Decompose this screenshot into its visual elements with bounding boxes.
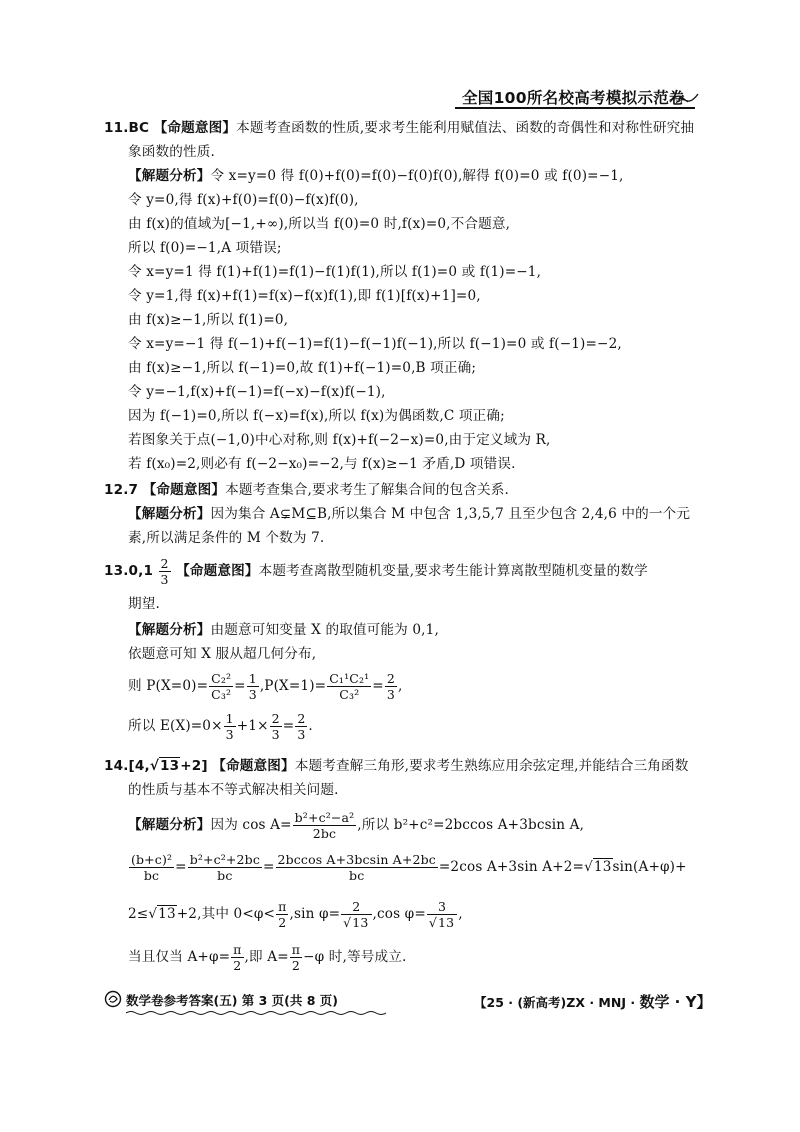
q14-tail-sqrt: √13	[584, 859, 612, 875]
q14-when-mid: ,即 A=	[244, 949, 289, 965]
q11-analysis-line-1	[128, 167, 624, 185]
q11-analysis-line-8: 令 x=y=−1 得 f(−1)+f(−1)=f(1)−f(−1)f(−1),所以 f(−1)=0 或 f(−1)=−2,	[128, 336, 622, 352]
q11-analysis-line-13: 若 f(x₀)=2,则必有 f(−2−x₀)=−2,与 f(x)≥−1 矛盾,D 项错误.	[128, 456, 516, 472]
q13-p0-equals: =	[234, 678, 246, 694]
q12-analysis-text-1: 因为集合 A⊊M⊆B,所以集合 M 中包含 1,3,5,7 且至少包含 2,4,6 中的一个元	[210, 506, 691, 522]
q13-p1-label: ,P(X=1)=	[259, 678, 327, 694]
q14-analysis-line-4	[128, 942, 406, 973]
q13-p0-label: 则 P(X=0)=	[128, 678, 209, 694]
q12-intent-line	[104, 481, 509, 499]
q11-analysis-line-4: 所以 f(0)=−1,A 项错误;	[128, 240, 282, 256]
q13-p0-combination: $\frac{\text{C₂²}}{\text{C₃²}}$	[211, 671, 232, 702]
q14-when-frac-b: $\frac{\pi}{2}$	[291, 942, 301, 973]
publisher-logo-icon	[104, 990, 122, 1008]
footer-page-text: 数学卷参考答案(五) 第 3 页(共 8 页)	[126, 993, 339, 1008]
q14-when-frac-a: $\frac{\pi}{2}$	[233, 942, 242, 973]
q14-cos-fraction: $\frac{\text{b²+c²−a²}}{2bc}$	[294, 810, 355, 841]
q14-eq-2: =	[262, 859, 275, 875]
q12-analysis-line-1	[128, 505, 690, 523]
q13-expectation-line	[128, 711, 313, 742]
q13-intent-tag: 【命题意图】	[176, 563, 259, 579]
q14-eq-1: =	[175, 859, 187, 875]
footer-code	[474, 991, 711, 1012]
q11-analysis-text-1: 令 x=y=0 得 f(0)+f(0)=f(0)−f(0)f(0),解得 f(0)=0 或 f(0)=−1,	[210, 168, 624, 184]
q12-intent-tag: 【命题意图】	[142, 482, 226, 498]
q12-analysis-line-2: 素,所以满足条件的 M 个数为 7.	[128, 530, 325, 546]
footer-code-b: 数学 · Y】	[639, 993, 712, 1011]
q11-analysis-line-2: 令 y=0,得 f(x)+f(0)=f(0)−f(x)f(0),	[128, 192, 359, 208]
q14-cos-post: ,所以 b²+c²=2bccos A+3bcsin A,	[357, 817, 585, 833]
q11-intent-line	[104, 119, 694, 137]
header-title: 全国100所名校高考模拟示范卷	[462, 89, 685, 107]
q11-analysis-line-11: 因为 f(−1)=0,所以 f(−x)=f(x),所以 f(x)为偶函数,C 项正确;	[128, 408, 505, 424]
q13-p1-equals: =	[372, 678, 384, 694]
q11-analysis-tag: 【解题分析】	[128, 168, 211, 184]
q11-analysis-line-3: 由 f(x)的值域为[−1,+∞),所以当 f(0)=0 时,f(x)=0,不合题意,	[128, 216, 511, 232]
q12-analysis-tag: 【解题分析】	[128, 506, 211, 522]
q14-analysis-tag: 【解题分析】	[128, 817, 211, 833]
q11-analysis-line-9: 由 f(x)≥−1,所以 f(−1)=0,故 f(1)+f(−1)=0,B 项正确;	[128, 360, 477, 376]
q14-range-sqrt: √13	[148, 906, 176, 922]
q14-frac-3: $\frac{\text{2bccos A+3bcsin A+2bc}}{bc}$	[277, 852, 436, 883]
q13-analysis-text-1: 由题意可知变量 X 的取值可能为 0,1,	[210, 622, 439, 638]
q14-analysis-line-2	[128, 852, 687, 883]
q11-analysis-line-5: 令 x=y=1 得 f(1)+f(1)=f(1)−f(1)f(1),所以 f(1)=0 或 f(1)=−1,	[128, 264, 542, 280]
q11-intent-tag: 【命题意图】	[153, 120, 237, 136]
q14-sqrt: √13	[149, 758, 180, 774]
q13-e-label: 所以 E(X)=0×	[128, 718, 223, 734]
q14-number: 14.[4,√13+2]	[104, 758, 208, 774]
q14-tail-a: =2cos A+3sin A+2=	[438, 859, 585, 875]
footer-wave-underline	[126, 1010, 386, 1016]
q14-when-pre: 当且仅当 A+φ=	[128, 949, 231, 965]
q14-analysis-line-1	[128, 810, 584, 841]
q13-e-frac-b: $\frac{2}{3}$	[271, 711, 280, 742]
q13-analysis-line-2: 依题意可知 X 服从超几何分布,	[128, 646, 317, 662]
q14-frac-2: $\frac{\text{b²+c²+2bc}}{bc}$	[189, 852, 260, 883]
q13-intent-line	[104, 556, 648, 587]
footer-page-info	[126, 991, 386, 1016]
q14-range-end: ,	[458, 906, 463, 922]
q13-number: 13.0,1	[104, 563, 154, 579]
q14-intent-line	[104, 757, 689, 775]
q14-range-mid: +2,其中 0<φ<	[176, 906, 276, 922]
q11-intent-line-2: 象函数的性质.	[128, 144, 215, 160]
q14-range-cos: ,cos φ=	[372, 906, 426, 922]
q14-cos-label: 因为 cos A=	[210, 817, 292, 833]
q14-sin-fraction: $\frac{2}{√13}$	[341, 899, 371, 930]
q13-intent-text: 本题考查离散型随机变量,要求考生能计算离散型随机变量的数学	[258, 563, 648, 579]
header-ornament-icon	[668, 90, 700, 106]
q14-tail-b: sin(A+φ)+	[612, 859, 687, 875]
q11-analysis-line-10: 令 y=−1,f(x)+f(−1)=f(−x)−f(x)f(−1),	[128, 384, 386, 400]
q13-p1-end: ,	[397, 678, 403, 694]
q14-intent-text: 本题考查解三角形,要求考生熟练应用余弦定理,并能结合三角函数	[294, 758, 689, 774]
q11-number: 11.BC	[104, 120, 150, 136]
q14-frac-1: $\frac{\text{(b+c)²}}{bc}$	[131, 852, 173, 883]
q13-e-frac-c: $\frac{2}{3}$	[297, 711, 306, 742]
q13-p0-value: $\frac{1}{3}$	[248, 671, 257, 702]
q14-range-pi: $\frac{\pi}{2}$	[278, 899, 287, 930]
q14-range-pre: 2≤	[128, 906, 149, 922]
q14-when-end: −φ 时,等号成立.	[303, 949, 407, 965]
q13-p1-value: $\frac{2}{3}$	[386, 671, 395, 702]
header-rule	[455, 107, 695, 109]
q11-intent-text: 本题考查函数的性质,要求考生能利用赋值法、函数的奇偶性和对称性研究抽	[236, 120, 695, 136]
q12-number: 12.7	[104, 482, 139, 498]
q13-p1-combination: $\frac{\text{C₁¹C₂¹}}{\text{C₃²}}$	[329, 671, 370, 702]
q13-analysis-line-1	[128, 621, 439, 639]
q14-analysis-line-3	[128, 899, 463, 930]
q13-e-equals: =	[282, 718, 295, 734]
q11-analysis-line-12: 若图象关于点(−1,0)中心对称,则 f(x)+f(−2−x)=0,由于定义域为 R,	[128, 432, 551, 448]
q14-intent-line-2: 的性质与基本不等式解决相关问题.	[128, 782, 339, 798]
q13-intent-line-2: 期望.	[128, 596, 160, 612]
q11-analysis-line-6: 令 y=1,得 f(x)+f(1)=f(x)−f(x)f(1),即 f(1)[f(x)+1]=0,	[128, 288, 481, 304]
q13-e-end: .	[308, 718, 313, 734]
q13-probability-line	[128, 671, 402, 702]
q12-intent-text: 本题考查集合,要求考生了解集合间的包含关系.	[225, 482, 509, 498]
q13-answer-fraction: $\frac{2}{3}$	[160, 556, 169, 587]
q14-range-sin: ,sin φ=	[289, 906, 341, 922]
q13-analysis-tag: 【解题分析】	[128, 622, 211, 638]
footer-code-a: 【25 · (新高考)ZX · MNJ ·	[474, 995, 640, 1010]
q11-analysis-line-7: 由 f(x)≥−1,所以 f(1)=0,	[128, 312, 289, 328]
q14-cos-phi-fraction: $\frac{3}{√13}$	[427, 899, 457, 930]
q14-intent-tag: 【命题意图】	[212, 758, 295, 774]
q13-e-mid: +1×	[236, 718, 269, 734]
q13-e-frac-a: $\frac{1}{3}$	[225, 711, 234, 742]
